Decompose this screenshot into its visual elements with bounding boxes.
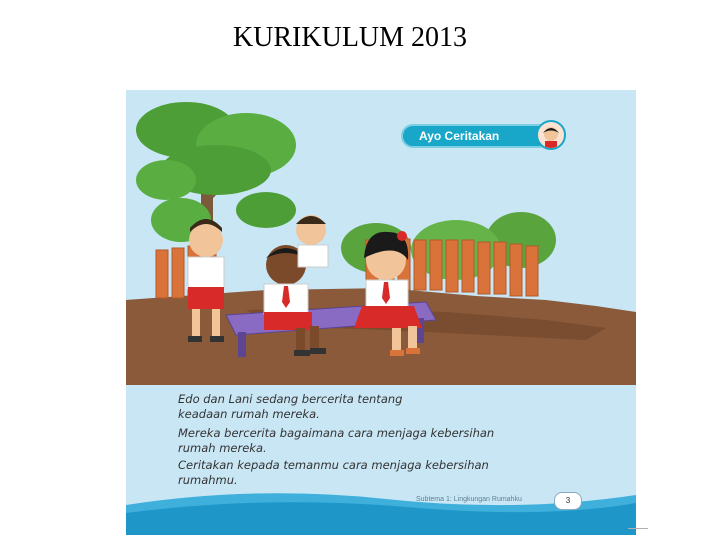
girl-avatar-icon <box>536 120 566 150</box>
corner-line <box>628 528 648 529</box>
slide-title: KURIKULUM 2013 <box>232 22 468 53</box>
text-line: rumah mereka. <box>178 441 267 455</box>
text-line: Mereka bercerita bagaimana cara menjaga kebersihan <box>178 426 495 440</box>
page-number: 3 <box>554 492 582 510</box>
text-line: Edo dan Lani sedang bercerita tentang <box>178 392 403 406</box>
text-line: Ceritakan kepada temanmu cara menjaga kebersihan <box>178 458 489 472</box>
badge-label: Ayo Ceritakan <box>419 129 500 143</box>
paragraph-1 <box>178 392 598 422</box>
subtheme-label: Subtema 1: Lingkungan Rumahku <box>416 496 522 503</box>
text-line: rumahmu. <box>178 473 238 487</box>
paragraph-2 <box>178 426 598 456</box>
ayo-ceritakan-badge <box>401 120 581 150</box>
book-page <box>126 90 636 535</box>
paragraph-3 <box>178 458 598 488</box>
text-line: keadaan rumah mereka. <box>178 407 320 421</box>
